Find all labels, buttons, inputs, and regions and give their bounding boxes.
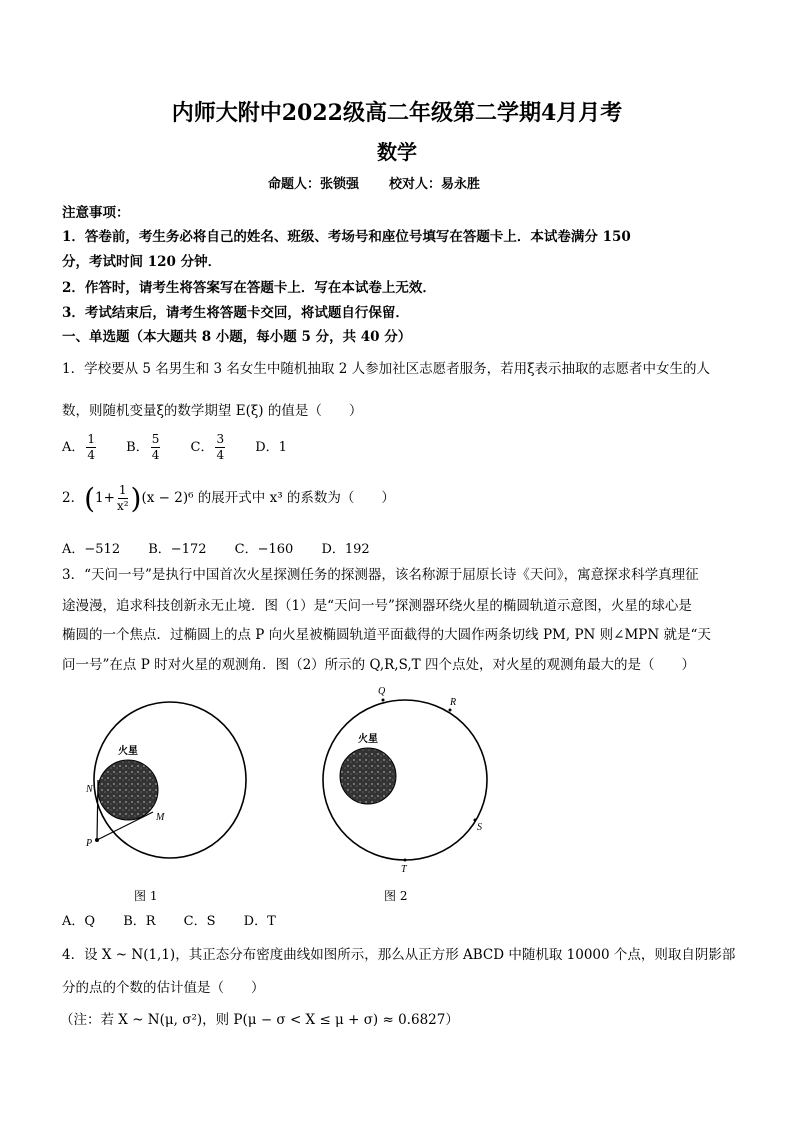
q2-line: 2．(1+ $\frac{1}{\text{x²}}$ )(x − 2)⁶ 的展开式中 x³ 的系数为（ ） xyxy=(62,482,395,515)
q3-option-b[interactable]: B．R xyxy=(123,914,156,929)
point-p xyxy=(95,838,99,842)
author: 命题人：张锁强 xyxy=(268,177,360,192)
q3-option-d[interactable]: D．T xyxy=(243,914,276,929)
fig1-planet-label: 火星 xyxy=(118,746,138,757)
mars-planet xyxy=(98,760,158,820)
q3-line4: 问一号”在点 P 时对火星的观测角．图（2）所示的 Q,R,S,T 四个点处，对火星的观测角最大的是（ ） xyxy=(62,657,695,673)
tangent-pn xyxy=(97,780,98,840)
q1-option-a[interactable]: A． $\frac{1}{4}$ xyxy=(62,432,96,462)
q1-option-b[interactable]: B． $\frac{5}{4}$ xyxy=(126,432,160,462)
q1-line2: 数，则随机变量ξ的数学期望 E(ξ) 的值是（ ） xyxy=(62,403,363,419)
figure-1 xyxy=(70,680,255,875)
note-3: 3．考试结束后，请考生将答题卡交回，将试题自行保留． xyxy=(62,305,409,321)
q4-line1: 4．设 X ~ N(1,1)，其正态分布密度曲线如图所示，那么从正方形 ABCD 中随机取 10000 个点，则取自阴影部 xyxy=(62,947,736,963)
q1-options xyxy=(62,432,311,463)
figure-1-caption: 图 1 xyxy=(134,889,158,903)
fig2-label-r: R xyxy=(450,697,457,708)
mars-planet-2 xyxy=(340,748,396,804)
q3-line1: 3．“天问一号”是执行中国首次火星探测任务的探测器，该名称源于屈原长诗《天问》，寓意探求科学真理征 xyxy=(62,567,699,583)
fig1-label-p: P xyxy=(86,838,93,849)
q4-note: （注：若 X ~ N(μ, σ²)，则 P(μ − σ < X ≤ μ + σ) ≈ 0.6827） xyxy=(60,1012,459,1028)
q3-line3: 椭圆的一个焦点．过椭圆上的点 P 向火星被椭圆轨道平面截得的大圆作两条切线 PM, PN 则∠MPN 就是“天 xyxy=(62,627,711,643)
q3-option-a[interactable]: A．Q xyxy=(62,914,96,929)
q2-option-b[interactable]: B．−172 xyxy=(148,542,207,557)
q3-option-c[interactable]: C．S xyxy=(183,914,216,929)
q2-option-c[interactable]: C．−160 xyxy=(234,542,294,557)
q3-line2: 途漫漫，追求科技创新永无止境．图（1）是“天问一号”探测器环绕火星的椭圆轨道示意图，火星的球心是 xyxy=(62,598,692,614)
section-heading: 一、单选题（本大题共 8 小题，每小题 5 分，共 40 分） xyxy=(62,329,412,345)
q2-option-d[interactable]: D．192 xyxy=(321,542,370,557)
fig2-label-q: Q xyxy=(378,686,386,697)
fig1-label-m: M xyxy=(156,812,165,823)
fig1-label-n: N xyxy=(86,784,93,795)
q1-line1: 1．学校要从 5 名男生和 3 名女生中随机抽取 2 人参加社区志愿者服务，若用ξ表示抽取的志愿者中女生的人 xyxy=(62,361,711,377)
q2-option-a[interactable]: A．−512 xyxy=(62,542,121,557)
page-title: 内师大附中2022级高二年级第二学期4月月考 xyxy=(171,100,623,126)
figure-2-caption: 图 2 xyxy=(384,889,408,903)
reviewer: 校对人：易永胜 xyxy=(389,177,481,192)
fig2-planet-label: 火星 xyxy=(358,734,378,745)
q1-option-c[interactable]: C． $\frac{3}{4}$ xyxy=(190,432,225,462)
note-2: 2．作答时，请考生将答案写在答题卡上．写在本试卷上无效． xyxy=(62,280,436,296)
subject-title: 数学 xyxy=(377,140,417,164)
note-1: 1．答卷前，考生务必将自己的姓名、班级、考场号和座位号填写在答题卡上．本试卷满分 150 xyxy=(62,229,631,245)
figure-2 xyxy=(310,680,500,875)
fig2-label-s: S xyxy=(477,822,482,833)
note-1-cont: 分，考试时间 120 分钟． xyxy=(62,254,222,270)
q1-option-d[interactable]: D．1 xyxy=(255,440,287,455)
notes-heading: 注意事项： xyxy=(62,205,130,221)
q3-options xyxy=(62,910,300,929)
fig2-label-t: T xyxy=(401,864,407,875)
authors-line xyxy=(268,173,480,192)
q2-options xyxy=(62,538,394,557)
q4-line2: 分的点的个数的估计值是（ ） xyxy=(62,980,265,996)
